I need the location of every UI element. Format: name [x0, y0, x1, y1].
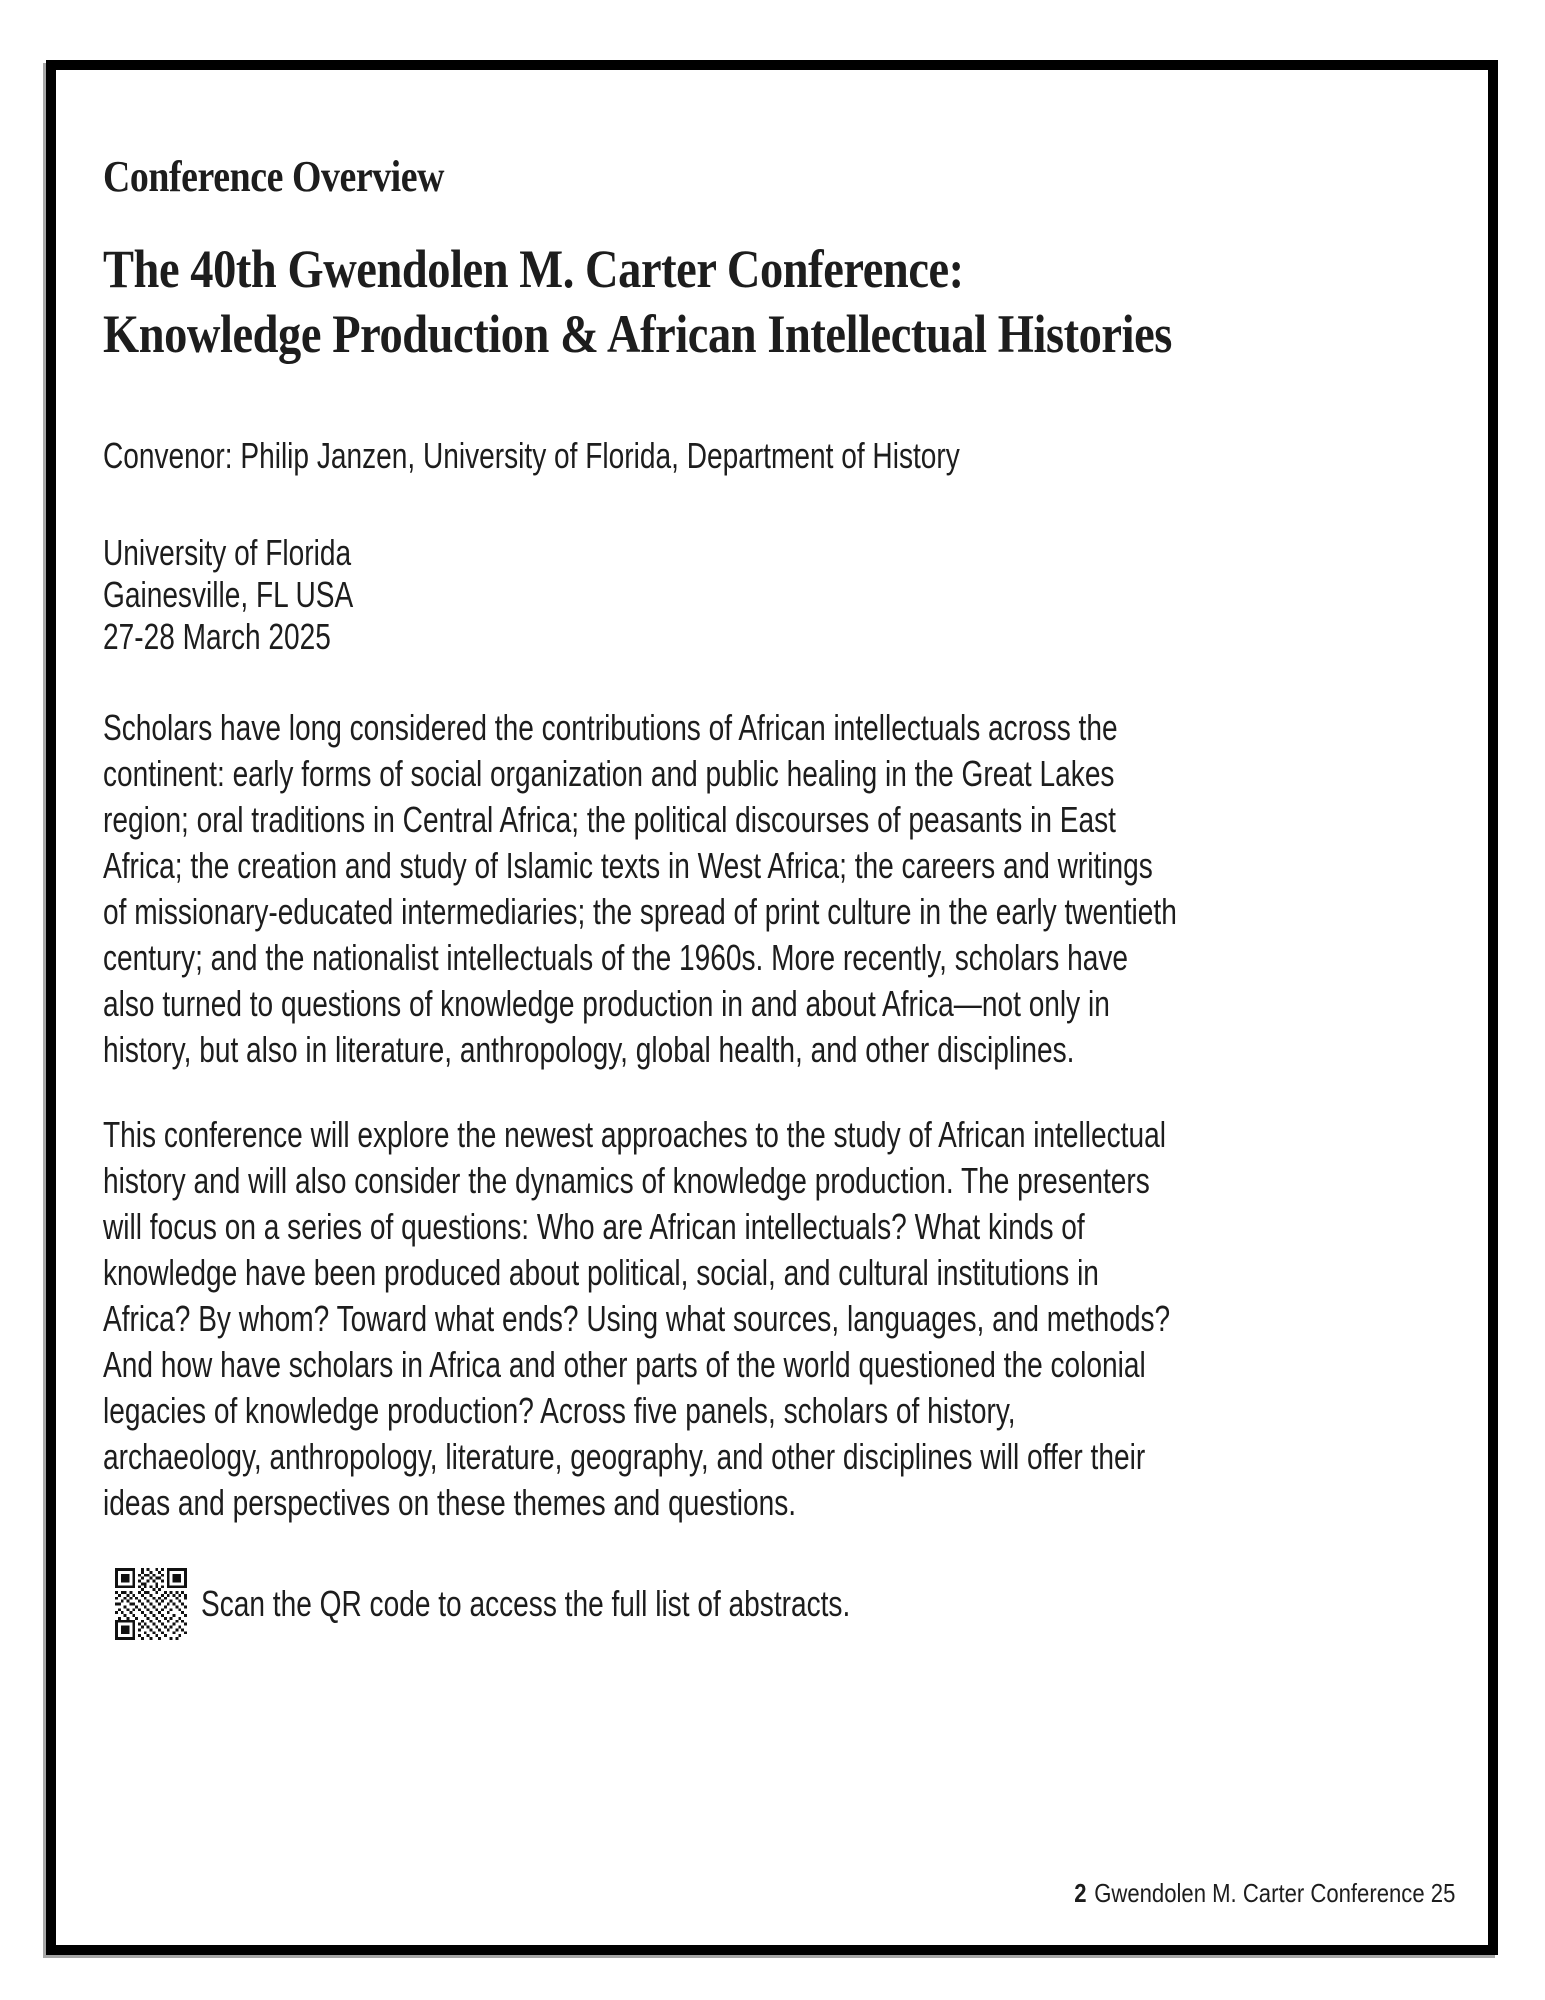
page-content: [56, 70, 1488, 1945]
convenor-line: Convenor: Philip Janzen, University of Florida, Department of History: [103, 435, 960, 476]
conference-title-line-2: Knowledge Production & African Intellectual Histories: [103, 304, 1172, 364]
overview-paragraph-1: Scholars have long considered the contributions of African intellectuals across the continent: early forms of social organization and public healing in the Great Lakes region; oral traditions in Central Africa; the political discourses of peasants in East Africa; the creation and study of Islamic texts in West Africa; the careers and writings of missionary-educated intermediaries; the spread of print culture in the early twentieth century; and the nationalist intellectuals of the 1960s. More recently, scholars have also turned to questions of knowledge production in and about Africa—not only in history, but also in literature, anthropology, global health, and other disciplines.: [103, 707, 1177, 1070]
page-border-frame: [46, 60, 1498, 1955]
overview-paragraph-2: This conference will explore the newest approaches to the study of African intellectual history and will also consider the dynamics of knowledge production. The presenters will focus on a series of questions: Who are African intellectuals? What kinds of knowledge have been produced about political, social, and cultural institutions in Africa? By whom? Toward what ends? Using what sources, languages, and methods? And how have scholars in Africa and other parts of the world questioned the colonial legacies of knowledge production? Across five panels, scholars of history, archaeology, anthropology, literature, geography, and other disciplines will offer their ideas and perspectives on these themes and questions.: [103, 1114, 1171, 1523]
footer-text: Gwendolen M. Carter Conference 25: [1093, 1878, 1455, 1908]
qr-row: [103, 1568, 1443, 1640]
footer-page-number: 2: [1073, 1878, 1087, 1908]
venue-city: Gainesville, FL USA: [103, 574, 354, 615]
page-footer: [1074, 1878, 1455, 1909]
conference-title-line-1: The 40th Gwendolen M. Carter Conference:: [103, 239, 964, 299]
qr-caption: Scan the QR code to access the full list of abstracts.: [201, 1583, 851, 1624]
venue-date-block: [103, 532, 1179, 658]
section-overline: Conference Overview: [103, 152, 445, 201]
qr-code-icon: [115, 1568, 187, 1640]
venue-institution: University of Florida: [103, 532, 352, 573]
conference-dates: 27-28 March 2025: [103, 616, 331, 657]
conference-title: [103, 237, 1479, 367]
